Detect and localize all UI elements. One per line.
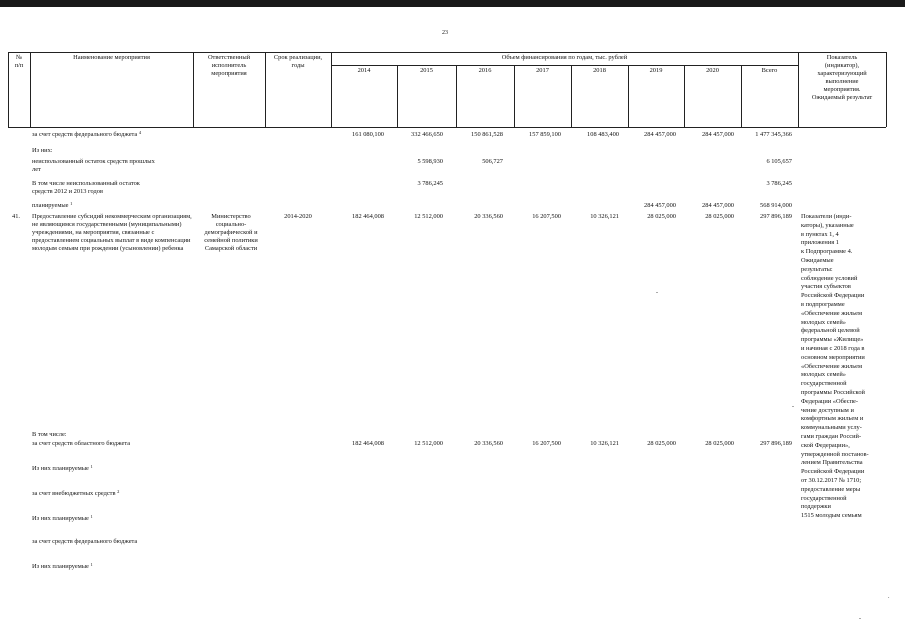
row41-executor: Министерство социально- демографической и семейной политики Самарской области: [204, 213, 258, 252]
footnote-marker: 1: [90, 464, 93, 469]
header-indicator: Показатель (индикатор), характеризующий выполнение мероприятия. Ожидаемый результат: [811, 54, 873, 101]
value-cell: 6 105,657: [766, 158, 792, 165]
row41-period: 2014-2020: [284, 213, 312, 220]
footnote-marker: 1: [90, 514, 93, 519]
value-cell: 10 326,121: [590, 440, 619, 447]
header-year: 2017: [536, 67, 549, 74]
value-cell: 297 896,189: [760, 440, 792, 447]
funding-row: В том числе неиспользованный остаток средств 2012 и 2013 годов: [32, 180, 140, 195]
header-number: № п/п: [14, 54, 24, 69]
header-year: 2015: [420, 67, 433, 74]
value-cell: 20 336,560: [474, 440, 503, 447]
value-cell: 12 512,000: [414, 440, 443, 447]
scan-speck: -: [859, 616, 861, 622]
header-year: 2020: [706, 67, 719, 74]
funding-row: неиспользованный остаток средств прошлых лет: [32, 158, 155, 173]
row41-value: 182 464,008: [352, 213, 384, 220]
subtotal-row: за счет средств областного бюджета: [32, 440, 131, 447]
subtotal-row: Из них планируемые $^1$: [32, 464, 93, 472]
subtotal-row: В том числе:: [32, 431, 67, 438]
header-finance: Объем финансирования по годам, тыс. рублей: [501, 54, 628, 61]
subtotal-row: Из них планируемые $^1$: [32, 562, 93, 570]
row41-value: 28 025,000: [647, 213, 676, 220]
value-cell: 3 786,245: [417, 180, 443, 187]
row41-indicator: Показатели (инди- каторы), указанные в пунктах 1, 4 приложения 1 к Подпрограмме 4. Ожидаемые результаты: соблюдение условий участия субъектов Российской Федерации в подпрограмме «Обеспечение жильем молодых семей» федеральной целевой программы «Жилище» и начиная с 2018 года в основном мероприятии «Обеспечение жильем молодых семей» государственной программы Российской Федерации «Обеспе- чение доступным и комфортным жильем и коммунальными услу- гами граждан Россий- ской Федерации», утвержденной постанов- лением Правительства Российской Федерации от 30.12.2017 № 1710; предоставление меры государственной поддержки 1515 молодым семьям: [801, 213, 869, 520]
row41-value: 10 326,121: [590, 213, 619, 220]
value-cell: 284 457,000: [702, 131, 734, 138]
row41-value: 297 896,189: [760, 213, 792, 220]
value-cell: 568 914,000: [760, 202, 792, 209]
row41-value: 16 207,500: [532, 213, 561, 220]
value-cell: 157 859,100: [529, 131, 561, 138]
table-right-edge: [886, 52, 887, 127]
header-year: 2018: [593, 67, 606, 74]
value-cell: 3 786,245: [766, 180, 792, 187]
value-cell: 284 457,000: [644, 131, 676, 138]
value-cell: 16 207,500: [532, 440, 561, 447]
value-cell: 284 457,000: [702, 202, 734, 209]
funding-row: планируемые $^1$: [32, 201, 73, 209]
subtotal-row: Из них планируемые $^1$: [32, 514, 93, 522]
table-top-rule: [8, 52, 886, 53]
header-executor: Ответственный исполнитель мероприятия: [207, 54, 251, 77]
funding-row: за счет средств федерального бюджета $^4$: [32, 130, 142, 138]
value-cell: 284 457,000: [644, 202, 676, 209]
footnote-marker: 2: [117, 489, 120, 494]
row41-number: 41.: [12, 213, 20, 220]
footnote-marker: 1: [70, 201, 73, 206]
subtotal-row: за счет средств федерального бюджета: [32, 538, 138, 545]
value-cell: 5 598,930: [417, 158, 443, 165]
header-name: Наименование мероприятия: [73, 54, 150, 61]
value-cell: 108 483,400: [587, 131, 619, 138]
header-year: 2019: [649, 67, 663, 74]
header-year: 2016: [478, 67, 492, 74]
scan-speck: .: [888, 594, 890, 600]
value-cell: 506,727: [482, 158, 503, 165]
column-divider: [30, 52, 31, 127]
row41-value: 28 025,000: [705, 213, 734, 220]
header-year: 2014: [357, 67, 371, 74]
scan-speck: -: [656, 290, 658, 296]
value-cell: 161 080,100: [352, 131, 384, 138]
subtotal-row: за счет внебюджетных средств $^2$: [32, 489, 120, 497]
row41-value: 12 512,000: [414, 213, 443, 220]
value-cell: 150 861,528: [471, 131, 503, 138]
value-cell: 28 025,000: [705, 440, 734, 447]
header-year: Всего: [761, 67, 778, 74]
value-cell: 28 025,000: [647, 440, 676, 447]
scan-speck: -: [792, 404, 794, 410]
scan-top-border: [0, 0, 905, 7]
row41-name: Предоставление субсидий некоммерческим организациям, не являющимся государственными (муниципальными) учреждениями, на мероприятия, связанные с предоставлением социальных выплат в виде компенсации молодым семьям при рождении (усыновлении) ребенка: [32, 213, 192, 252]
value-cell: 332 466,650: [411, 131, 443, 138]
years-header-rule: [331, 65, 798, 66]
funding-row: Из них:: [32, 147, 53, 154]
value-cell: 1 477 345,366: [755, 131, 792, 138]
page-number: 23: [442, 30, 448, 36]
row41-value: 20 336,560: [474, 213, 503, 220]
footnote-marker: 4: [138, 130, 142, 135]
footnote-marker: 1: [90, 562, 93, 567]
column-divider: [331, 52, 332, 127]
value-cell: 182 464,008: [352, 440, 384, 447]
header-period: Срок реализации, годы: [273, 54, 323, 69]
header-bottom-rule: [8, 127, 886, 128]
